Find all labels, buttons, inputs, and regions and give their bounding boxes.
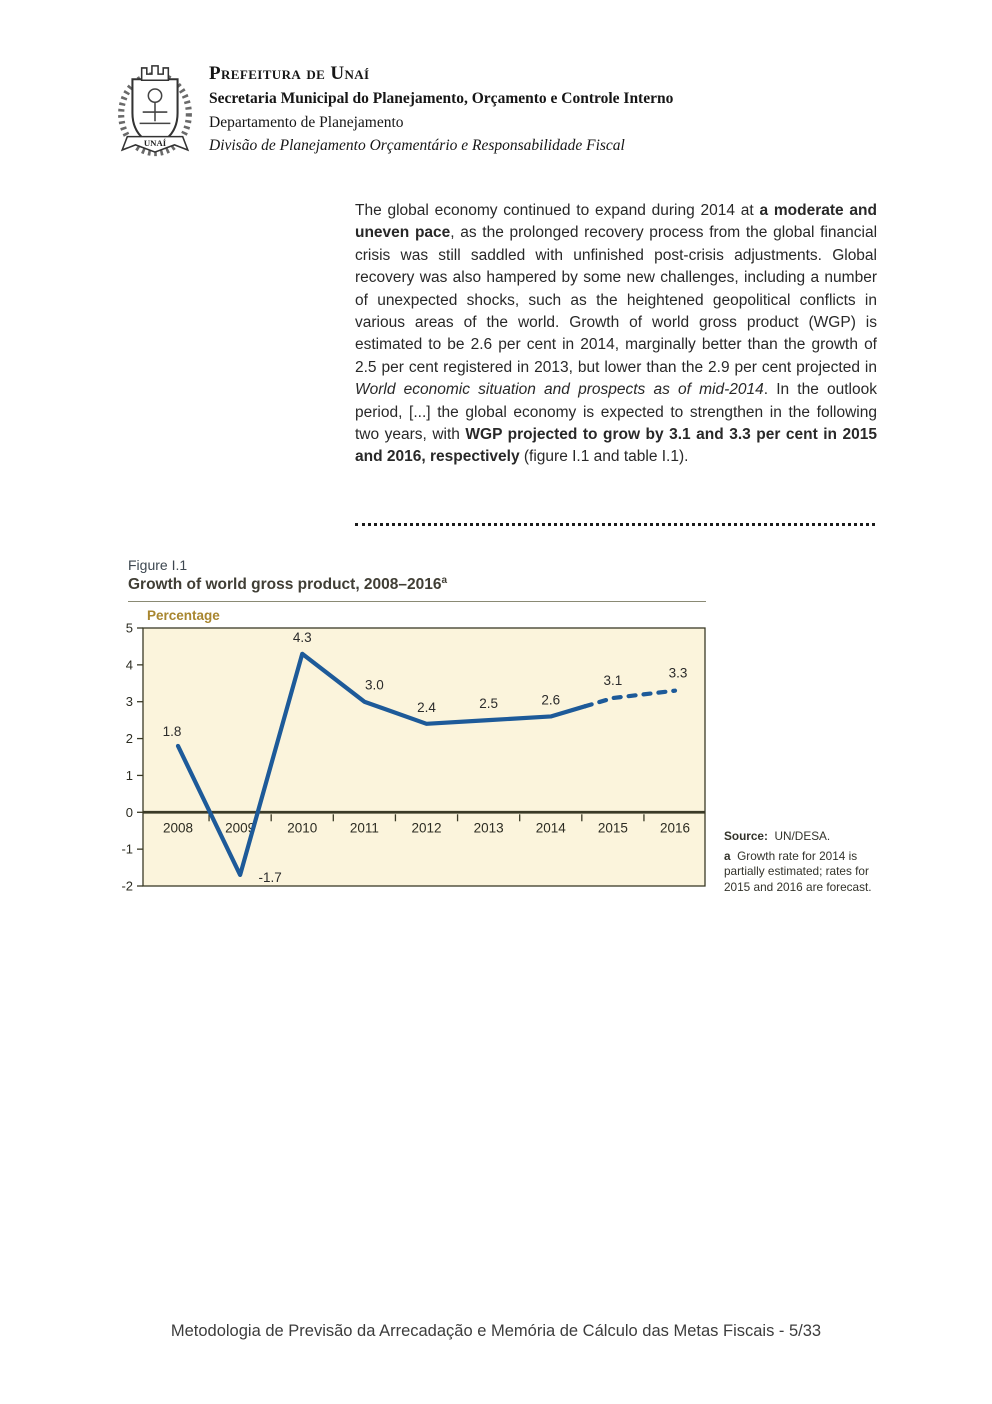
footnote-text: Growth rate for 2014 is partially estimated; rates for 2015 and 2016 are forecast.	[724, 848, 872, 894]
x-axis-year-label: 2008	[162, 820, 194, 836]
y-tick-label: 5	[125, 620, 133, 636]
org-department: Departamento de Planejamento	[209, 114, 404, 131]
paragraph-run: . In the outlook period, [...] the global economy is expected to strengthen in the following two years, with	[355, 381, 877, 444]
figure-title-text: Growth of world gross product, 2008–2016	[128, 576, 442, 594]
x-axis-year-label: 2016	[659, 820, 691, 836]
chart-source-note	[724, 829, 892, 895]
paragraph-run: The global economy continued to expand during 2014 at	[355, 202, 760, 219]
y-tick-label: 1	[125, 767, 133, 783]
figure-label: Figure I.1	[128, 557, 188, 573]
x-axis-year-label: 2011	[349, 820, 379, 836]
org-secretariat: Secretaria Municipal do Planejamento, Orçamento e Controle Interno	[209, 90, 674, 107]
figure-title	[128, 575, 447, 594]
x-axis-year-label: 2015	[597, 820, 628, 836]
x-axis-year-label: 2010	[287, 820, 318, 836]
org-name: Prefeitura de Unaí	[209, 63, 370, 84]
x-axis-year-label: 2012	[411, 820, 442, 836]
paragraph-run: World economic situation and prospects as of mid-2014	[355, 381, 764, 399]
data-point-label: 3.3	[668, 665, 688, 681]
x-axis-year-label: 2013	[473, 820, 504, 836]
data-point-label: 2.5	[479, 696, 499, 712]
data-point-label: 1.8	[162, 723, 182, 739]
y-tick-label: 4	[125, 657, 133, 673]
paragraph-run: , as the prolonged recovery process from the global financial crisis was still saddled with unfinished post-crisis adjustments. Global recovery was also hampered by some new challenges, including a number of unexpected shocks, such as the heightened geopolitical conflicts in various areas of the world. Growth of world gross product (WGP) is estimated to be 2.6 per cent in 2014, marginally better than the growth of 2.5 per cent registered in 2013, but lower than the 2.9 per cent projected in	[355, 224, 878, 376]
y-tick-label: 0	[125, 804, 133, 820]
y-tick-label: 2	[125, 731, 133, 747]
data-point-label: 3.0	[364, 677, 384, 693]
wgp-growth-line-chart	[105, 620, 725, 902]
body-paragraph	[355, 200, 877, 469]
data-point-label: 3.1	[603, 673, 623, 689]
page-footer: Metodologia de Previsão da Arrecadação e Memória de Cálculo das Metas Fiscais - 5/33	[170, 1322, 822, 1340]
footnote-line	[724, 849, 892, 896]
source-value: UN/DESA.	[774, 829, 831, 843]
org-division: Divisão de Planejamento Orçamentário e Responsabilidade Fiscal	[209, 137, 625, 154]
logo-banner-text: UNAÍ	[143, 137, 167, 148]
y-tick-label: -2	[121, 878, 133, 894]
paragraph-run: a moderate and uneven pace	[355, 202, 877, 242]
source-line	[724, 829, 892, 845]
y-tick-label: -1	[121, 841, 133, 857]
letterhead	[115, 58, 673, 162]
data-point-label: 4.3	[292, 629, 312, 645]
footnote-marker: a	[724, 848, 731, 863]
figure-title-rule	[128, 601, 706, 602]
data-point-label: 2.6	[541, 692, 561, 708]
data-point-label: 2.4	[417, 699, 436, 715]
x-axis-year-label: 2014	[535, 820, 566, 836]
data-point-label: -1.7	[258, 869, 282, 885]
municipality-logo	[115, 58, 195, 162]
paragraph-run: WGP projected to grow by 3.1 and 3.3 per cent in 2015 and 2016, respectively	[355, 426, 877, 466]
source-label: Source:	[724, 829, 768, 843]
paragraph-run: (figure I.1 and table I.1).	[519, 448, 689, 466]
dotted-separator	[355, 514, 875, 526]
x-axis-year-label: 2009	[225, 820, 256, 836]
line-chart	[105, 620, 725, 902]
y-tick-label: 3	[125, 694, 133, 710]
letterhead-text	[209, 58, 673, 162]
unai-coat-of-arms-icon	[115, 58, 195, 162]
chart-y-axis-title: Percentage	[147, 608, 220, 623]
figure-title-footnote-marker: a	[441, 575, 448, 586]
